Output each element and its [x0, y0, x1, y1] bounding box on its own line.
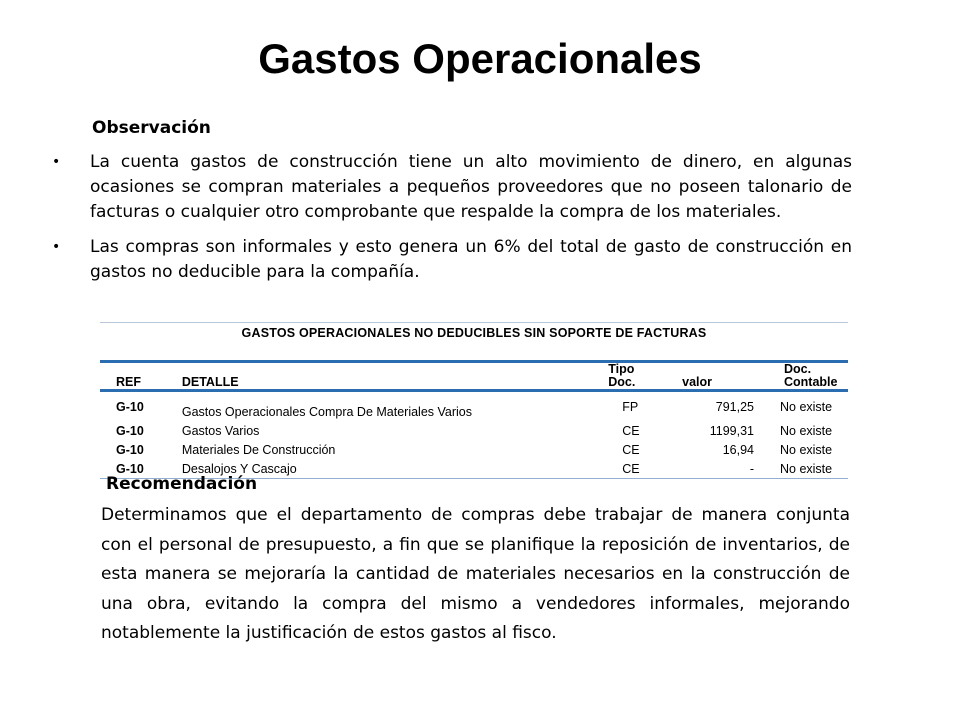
cell-ref: G-10 [116, 442, 144, 457]
cell-doc: No existe [780, 442, 833, 457]
cell-tipo: CE [604, 459, 678, 479]
bullet-text: La cuenta gastos de construcción tiene un alto movimiento de dinero, en algunas ocasiones se compran materiales a pequeños proveedores que no poseen talonario de facturas o cualquier otro comprobante que respalde la compra de los materiales. [90, 152, 852, 222]
observacion-heading: Observación [92, 118, 211, 138]
header-ref: REF [100, 362, 178, 391]
cell-ref: G-10 [116, 399, 144, 414]
cell-ref: G-10 [116, 423, 144, 438]
cell-valor: 791,25 [715, 399, 754, 414]
cell-detalle: Gastos Varios [181, 423, 260, 438]
recomendacion-text: Determinamos que el departamento de compras debe trabajar de manera conjunta con el personal de presupuesto, a fin que se planifique la reposición de inventarios, de esta manera se mejoraría la cantidad de materiales necesarios en la construcción de una obra, evitando la compra del mismo a vendedores informales, mejorando notablemente la justificación de estos gastos al fisco. [101, 505, 850, 643]
cell-tipo: CE [622, 423, 640, 438]
cell-detalle: Materiales De Construcción [181, 442, 336, 457]
bullet-item [52, 235, 852, 285]
cell-doc: No existe [780, 399, 833, 414]
gastos-table [100, 360, 848, 479]
table-title: GASTOS OPERACIONALES NO DEDUCIBLES SIN SOPORTE DE FACTURAS [100, 322, 848, 344]
bullet-item [52, 150, 852, 225]
cell-detalle: Desalojos Y Cascajo [178, 459, 604, 479]
bullet-text: Las compras son informales y esto genera un 6% del total de gasto de construcción en gastos no deducible para la compañía. [90, 237, 852, 282]
observacion-bullet-list [52, 150, 852, 295]
table-header-row [100, 362, 848, 391]
recomendacion-heading: Recomendación [106, 474, 258, 494]
cell-valor: - [678, 459, 758, 479]
header-tipo-doc-text: Tipo Doc. [608, 362, 636, 389]
slide-title: Gastos Operacionales [258, 35, 702, 82]
table-row [100, 391, 848, 422]
header-valor: valor [678, 362, 758, 391]
header-doc-contable [758, 362, 848, 391]
cell-tipo: CE [622, 442, 640, 457]
bullet-icon: • [52, 154, 61, 170]
header-tipo-doc [604, 362, 678, 391]
cell-valor: 1199,31 [709, 423, 754, 438]
table-row [100, 440, 848, 459]
bullet-icon: • [52, 239, 61, 255]
gastos-table-container [100, 322, 848, 479]
cell-doc: No existe [758, 459, 848, 479]
cell-detalle: Gastos Operacionales Compra De Materiales Varios [181, 404, 473, 419]
cell-tipo: FP [622, 399, 639, 414]
cell-ref: G-10 [100, 459, 178, 479]
cell-valor: 16,94 [722, 442, 754, 457]
header-detalle: DETALLE [178, 362, 604, 391]
cell-doc: No existe [780, 423, 833, 438]
table-row [100, 421, 848, 440]
header-doc-contable-text: Doc. Contable [784, 362, 838, 389]
